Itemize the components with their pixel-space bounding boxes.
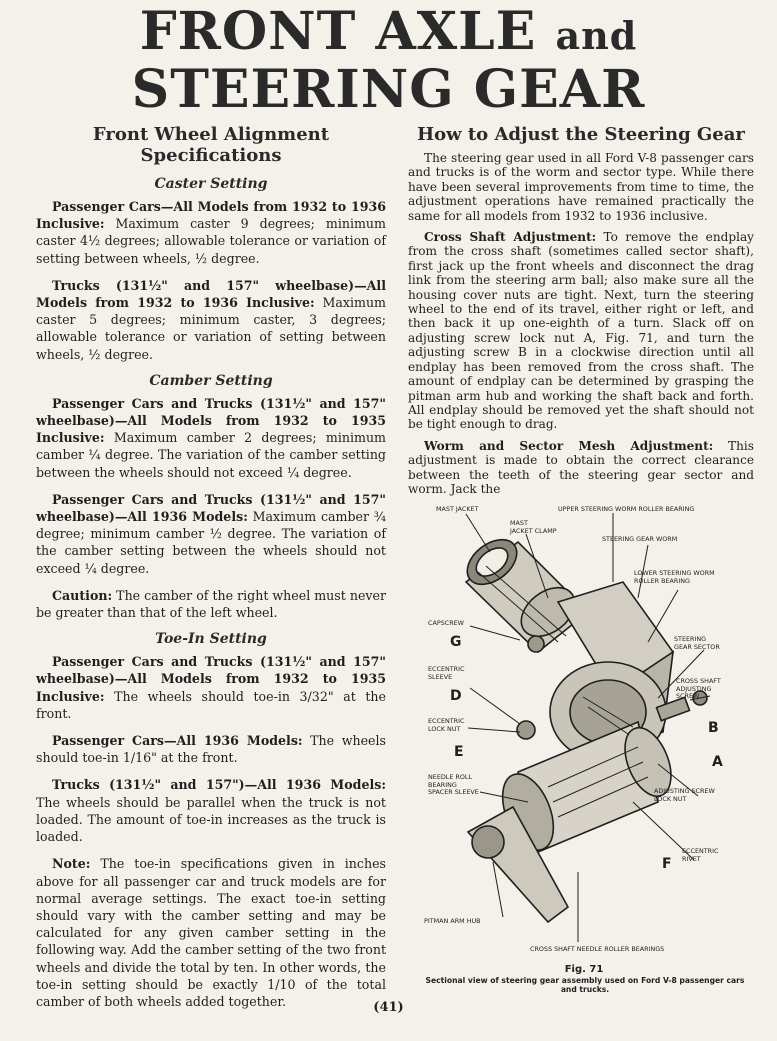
caster-paragraph-passenger: Passenger Cars—All Models from 1932 to 1936 Inclusive: Maximum caster 9 degrees; minimum caster 4½ degrees; allowable tolerance or variation of setting between wheels, ½ degree. <box>36 199 386 266</box>
label-lower-steering-worm-roller-bearing: LOWER STEERING WORM ROLLER BEARING <box>634 569 715 585</box>
camber-paragraph-1932: Passenger Cars and Trucks (131½" and 157" wheelbase)—All Models from 1932 to 1935 Inclusive: Maximum camber 2 degrees; minimum camber ¼ degree. The variation of the camber setting between the wheels should not exceed ¼ degree. <box>36 395 386 480</box>
label-pitman-arm-hub: PITMAN ARM HUB <box>424 917 481 925</box>
letter-f: F <box>662 856 672 872</box>
camber-caution: Caution: The camber of the right wheel must never be greater than that of the left wheel. <box>36 587 386 621</box>
section-title-alignment: Front Wheel Alignment Specifications <box>92 124 330 166</box>
cross-shaft-paragraph: Cross Shaft Adjustment: To remove the endplay from the cross shaft (sometimes called sector shaft), first jack up the front wheels and disconnect the drag link from the steering arm ball; also make sure all the housing cover nuts are tight. Next, turn the steering wheel to the end of its travel, either right or left, and then back it up one-eighth of a turn. Slack off on adjusting screw lock nut A, Fig. 71, and turn the adjusting screw B in a clockwise direction until all endplay has been removed from the cross shaft. The amount of endplay can be determined by grasping the pitman arm hub and working the shaft back and forth. All endplay should be removed yet the shaft should not be tight enough to drag. <box>408 230 754 432</box>
letter-g: G <box>450 634 462 650</box>
title-line-1-main: FRONT AXLE <box>139 1 537 62</box>
page-number: (41) <box>373 1000 404 1015</box>
label-upper-steering-worm-roller-bearing: UPPER STEERING WORM ROLLER BEARING <box>558 505 695 513</box>
label-cross-shaft-needle-roller-bearings: CROSS SHAFT NEEDLE ROLLER BEARINGS <box>530 945 665 953</box>
figure-caption: Sectional view of steering gear assembly used on Ford V-8 passenger cars and trucks. <box>425 976 745 994</box>
label-mast-jacket: MAST JACKET <box>436 505 479 513</box>
worm-sector-paragraph: Worm and Sector Mesh Adjustment: This adjustment is made to obtain the correct clearance between the teeth of the steering gear sector and worm. Jack the <box>408 438 754 496</box>
toein-paragraph-1936-cars: Passenger Cars—All 1936 Models: The wheels should toe-in 1/16" at the front. <box>36 733 386 766</box>
letter-b: B <box>708 720 719 736</box>
label-eccentric-sleeve: ECCENTRIC SLEEVE <box>428 665 465 681</box>
section-title-steering: How to Adjust the Steering Gear <box>417 124 745 145</box>
caster-heading: Caster Setting <box>154 176 268 192</box>
camber-heading: Camber Setting <box>149 372 273 389</box>
page-title <box>0 1 777 120</box>
toein-heading: Toe-In Setting <box>155 631 267 648</box>
label-adjusting-screw-lock-nut: ADJUSTING SCREW LOCK NUT <box>654 787 715 803</box>
figure-label: Fig. 71 <box>564 964 604 975</box>
label-needle-roll-bearing-spacer-sleeve: NEEDLE ROLL BEARING SPACER SLEEVE <box>428 773 479 797</box>
label-steering-gear-worm: STEERING GEAR WORM <box>602 535 678 543</box>
toein-paragraph-1936-trucks: Trucks (131½" and 157")—All 1936 Models: The wheels should be parallel when the truck is not loaded. The amount of toe-in increases as the truck is loaded. <box>36 777 386 845</box>
camber-paragraph-1936: Passenger Cars and Trucks (131½" and 157" wheelbase)—All 1936 Models: Maximum camber ¾ degree; minimum camber ½ degree. The variation of the camber setting between the wheels should not exceed ¼ degree. <box>36 491 386 576</box>
steering-gear-figure <box>408 502 760 960</box>
caster-paragraph-trucks: Trucks (131½" and 157" wheelbase)—All Models from 1932 to 1936 Inclusive: Maximum caster 5 degrees; minimum caster, 3 degrees; allowable tolerance or variation of setting between wheels, ½ degree. <box>36 277 386 362</box>
letter-e: E <box>454 744 464 760</box>
label-eccentric-rivet: ECCENTRIC RIVET <box>682 847 719 863</box>
label-steering-gear-sector: STEERING GEAR SECTOR <box>674 635 720 651</box>
label-capscrew: CAPSCREW <box>428 619 465 627</box>
letter-a: A <box>712 754 723 770</box>
right-column <box>408 124 754 503</box>
toein-paragraph-1932: Passenger Cars and Trucks (131½" and 157" wheelbase)—All Models from 1932 to 1935 Inclusive: The wheels should toe-in 3/32" at the front. <box>36 654 386 721</box>
label-mast-jacket-clamp: MAST JACKET CLAMP <box>510 519 557 535</box>
letter-d: D <box>450 688 462 704</box>
title-line-1-and: and <box>555 13 638 58</box>
title-line-2: STEERING GEAR <box>131 59 646 120</box>
left-column <box>36 124 386 1020</box>
toein-note: Note: The toe-in specifications given in inches above for all passenger car and truck models are for normal average settings. The exact toe-in setting should vary with the camber setting and may be calculated for any given camber setting in the following way. Add the camber setting of the two front wheels and divide the total by ten. In other words, the toe-in setting should be exactly 1/10 of the total camber of both wheels added together. <box>36 856 386 1009</box>
steering-intro: The steering gear used in all Ford V-8 passenger cars and trucks is of the worm and sector type. While there have been several improvements from time to time, the adjustment operations have remained practically the same for all models from 1932 to 1936 inclusive. <box>408 151 754 223</box>
label-eccentric-lock-nut: ECCENTRIC LOCK NUT <box>428 717 465 733</box>
label-cross-shaft-adjusting-screw: CROSS SHAFT ADJUSTING SCREW <box>676 677 721 701</box>
